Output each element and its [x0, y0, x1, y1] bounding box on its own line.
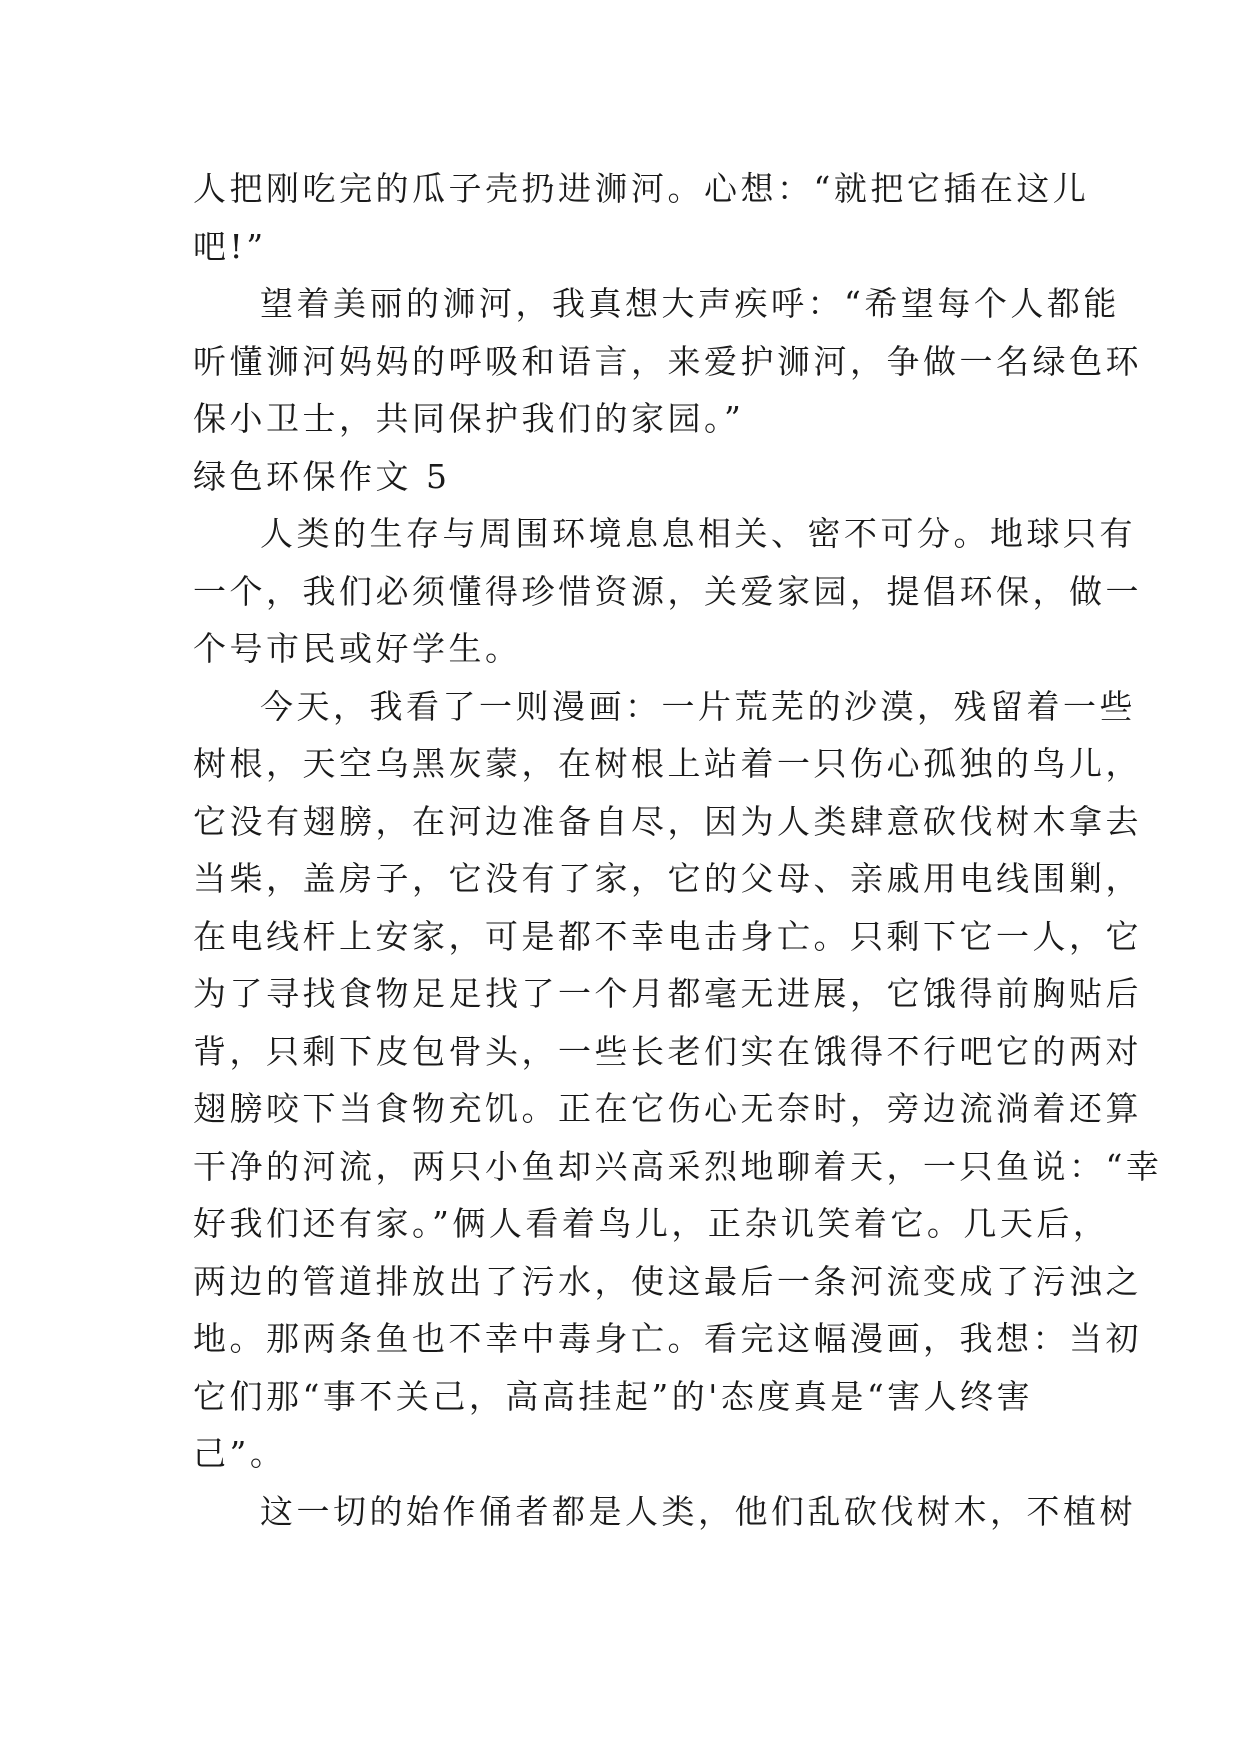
- text-line: 地。那两条鱼也不幸中毒身亡。看完这幅漫画，我想：当初: [193, 1319, 1142, 1358]
- section-heading: 绿色环保作文 5: [193, 456, 451, 496]
- text-line: 人类的生存与周围环境息息相关、密不可分。地球只有: [260, 514, 1136, 553]
- text-line: 望着美丽的浉河，我真想大声疾呼：“希望每个人都能: [260, 284, 1120, 323]
- text-line: 树根，天空乌黑灰蒙，在树根上站着一只伤心孤独的鸟儿，: [193, 744, 1142, 783]
- text-line: 保小卫士，共同保护我们的家园。”: [193, 399, 745, 438]
- text-line: 在电线杆上安家，可是都不幸电击身亡。只剩下它一人，它: [193, 916, 1142, 956]
- text-line: 两边的管道排放出了污水，使这最后一条河流变成了污浊之: [193, 1261, 1142, 1301]
- text-line: 背，只剩下皮包骨头，一些长老们实在饿得不行吧它的两对: [193, 1031, 1142, 1071]
- text-line: 这一切的始作俑者都是人类，他们乱砍伐树木，不植树: [260, 1491, 1136, 1531]
- text-line: 今天，我看了一则漫画：一片荒芜的沙漠，残留着一些: [260, 686, 1136, 726]
- text-line: 它们那“事不关己，高高挂起”的'态度真是“害人终害: [193, 1376, 1034, 1416]
- text-line: 当柴，盖房子，它没有了家，它的父母、亲戚用电线围剿，: [193, 859, 1142, 898]
- text-line: 翅膀咬下当食物充饥。正在它伤心无奈时，旁边流淌着还算: [193, 1089, 1142, 1128]
- text-line: 人把刚吃完的瓜子壳扔进浉河。心想：“就把它插在这儿: [193, 169, 1090, 208]
- essay-text: [193, 160, 1163, 1540]
- text-line: 个号市民或好学生。: [193, 629, 522, 668]
- text-line: 为了寻找食物足足找了一个月都毫无进展，它饿得前胸贴后: [193, 974, 1142, 1013]
- text-line: 听懂浉河妈妈的呼吸和语言，来爱护浉河，争做一名绿色环: [193, 341, 1142, 381]
- text-line: 好我们还有家。”俩人看着鸟儿，正杂讥笑着它。几天后，: [193, 1204, 1110, 1243]
- text-line: 干净的河流，两只小鱼却兴高采烈地聊着天，一只鱼说：“幸: [193, 1146, 1163, 1186]
- text-line: 己”。: [193, 1434, 287, 1473]
- text-line: 一个，我们必须懂得珍惜资源，关爱家园，提倡环保，做一: [193, 571, 1142, 611]
- text-line: 吧!”: [193, 226, 267, 266]
- text-line: 它没有翅膀，在河边准备自尽，因为人类肆意砍伐树木拿去: [193, 801, 1142, 841]
